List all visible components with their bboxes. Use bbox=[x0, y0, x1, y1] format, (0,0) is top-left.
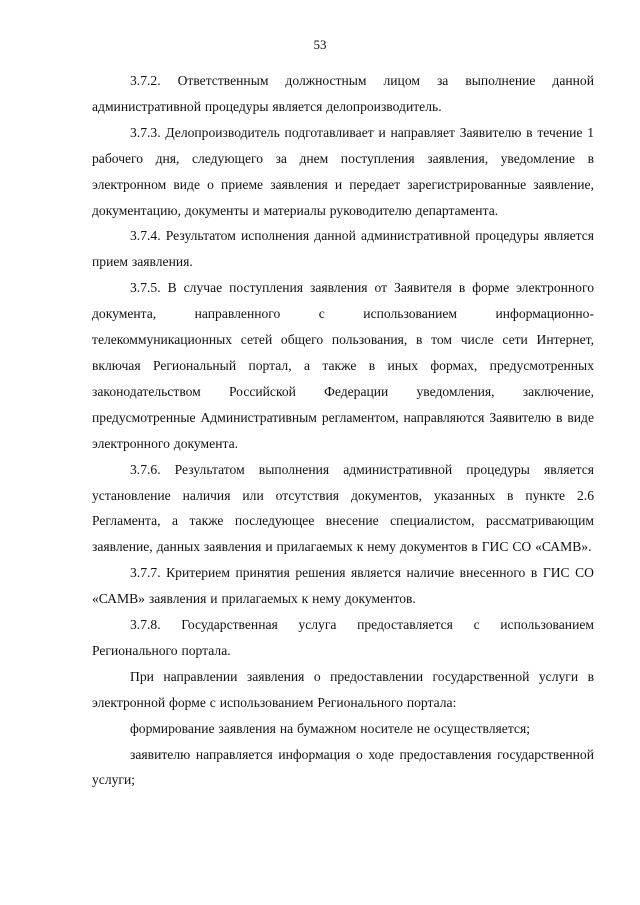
document-body bbox=[92, 68, 594, 793]
paragraph-3-7-7: 3.7.7. Критерием принятия решения является наличие внесенного в ГИС СО «САМВ» заявления и прилагаемых к нему документов. bbox=[92, 565, 594, 607]
paragraph-3-7-2: 3.7.2. Ответственным должностным лицом за выполнение данной административной процедуры является делопроизводитель. bbox=[92, 73, 594, 114]
paragraph-3-7-6: 3.7.6. Результатом выполнения административной процедуры является установление наличия или отсутствия документов, указанных в пункте 2.6 Регламента, а также последующее внесение специалистом, рассматривающим заявление, данных заявления и прилагаемых к нему документов в ГИС СО «САМВ». bbox=[92, 461, 594, 555]
paragraph-status-information: заявителю направляется информация о ходе предоставления государственной услуги; bbox=[92, 746, 594, 788]
paragraph-electronic-form-intro: При направлении заявления о предоставлении государственной услуги в электронной форме с использованием Регионального портала: bbox=[92, 668, 594, 710]
paragraph-paper-form-note: формирование заявления на бумажном носителе не осуществляется; bbox=[130, 720, 530, 736]
paragraph-3-7-8: 3.7.8. Государственная услуга предоставляется с использованием Регионального портала. bbox=[92, 617, 594, 658]
paragraph-3-7-4: 3.7.4. Результатом исполнения данной административной процедуры является прием заявления. bbox=[92, 228, 594, 270]
paragraph-3-7-3: 3.7.3. Делопроизводитель подготавливает и направляет Заявителю в течение 1 рабочего дня, следующего за днем поступления заявления, уведомление в электронном виде о приеме заявления и передает зарегистрированные заявление, документацию, документы и материалы руководителю департамента. bbox=[92, 124, 594, 218]
paragraph-3-7-5: 3.7.5. В случае поступления заявления от Заявителя в форме электронного документа, направленного с использованием информационно-телекоммуникационных сетей общего пользования, в том числе сети Интернет, включая Региональный портал, а также в иных формах, предусмотренных законодательством Российской Федерации уведомления, заключение, предусмотренные Административным регламентом, направляются Заявителю в виде электронного документа. bbox=[92, 280, 594, 451]
page-number: 53 bbox=[313, 37, 327, 52]
